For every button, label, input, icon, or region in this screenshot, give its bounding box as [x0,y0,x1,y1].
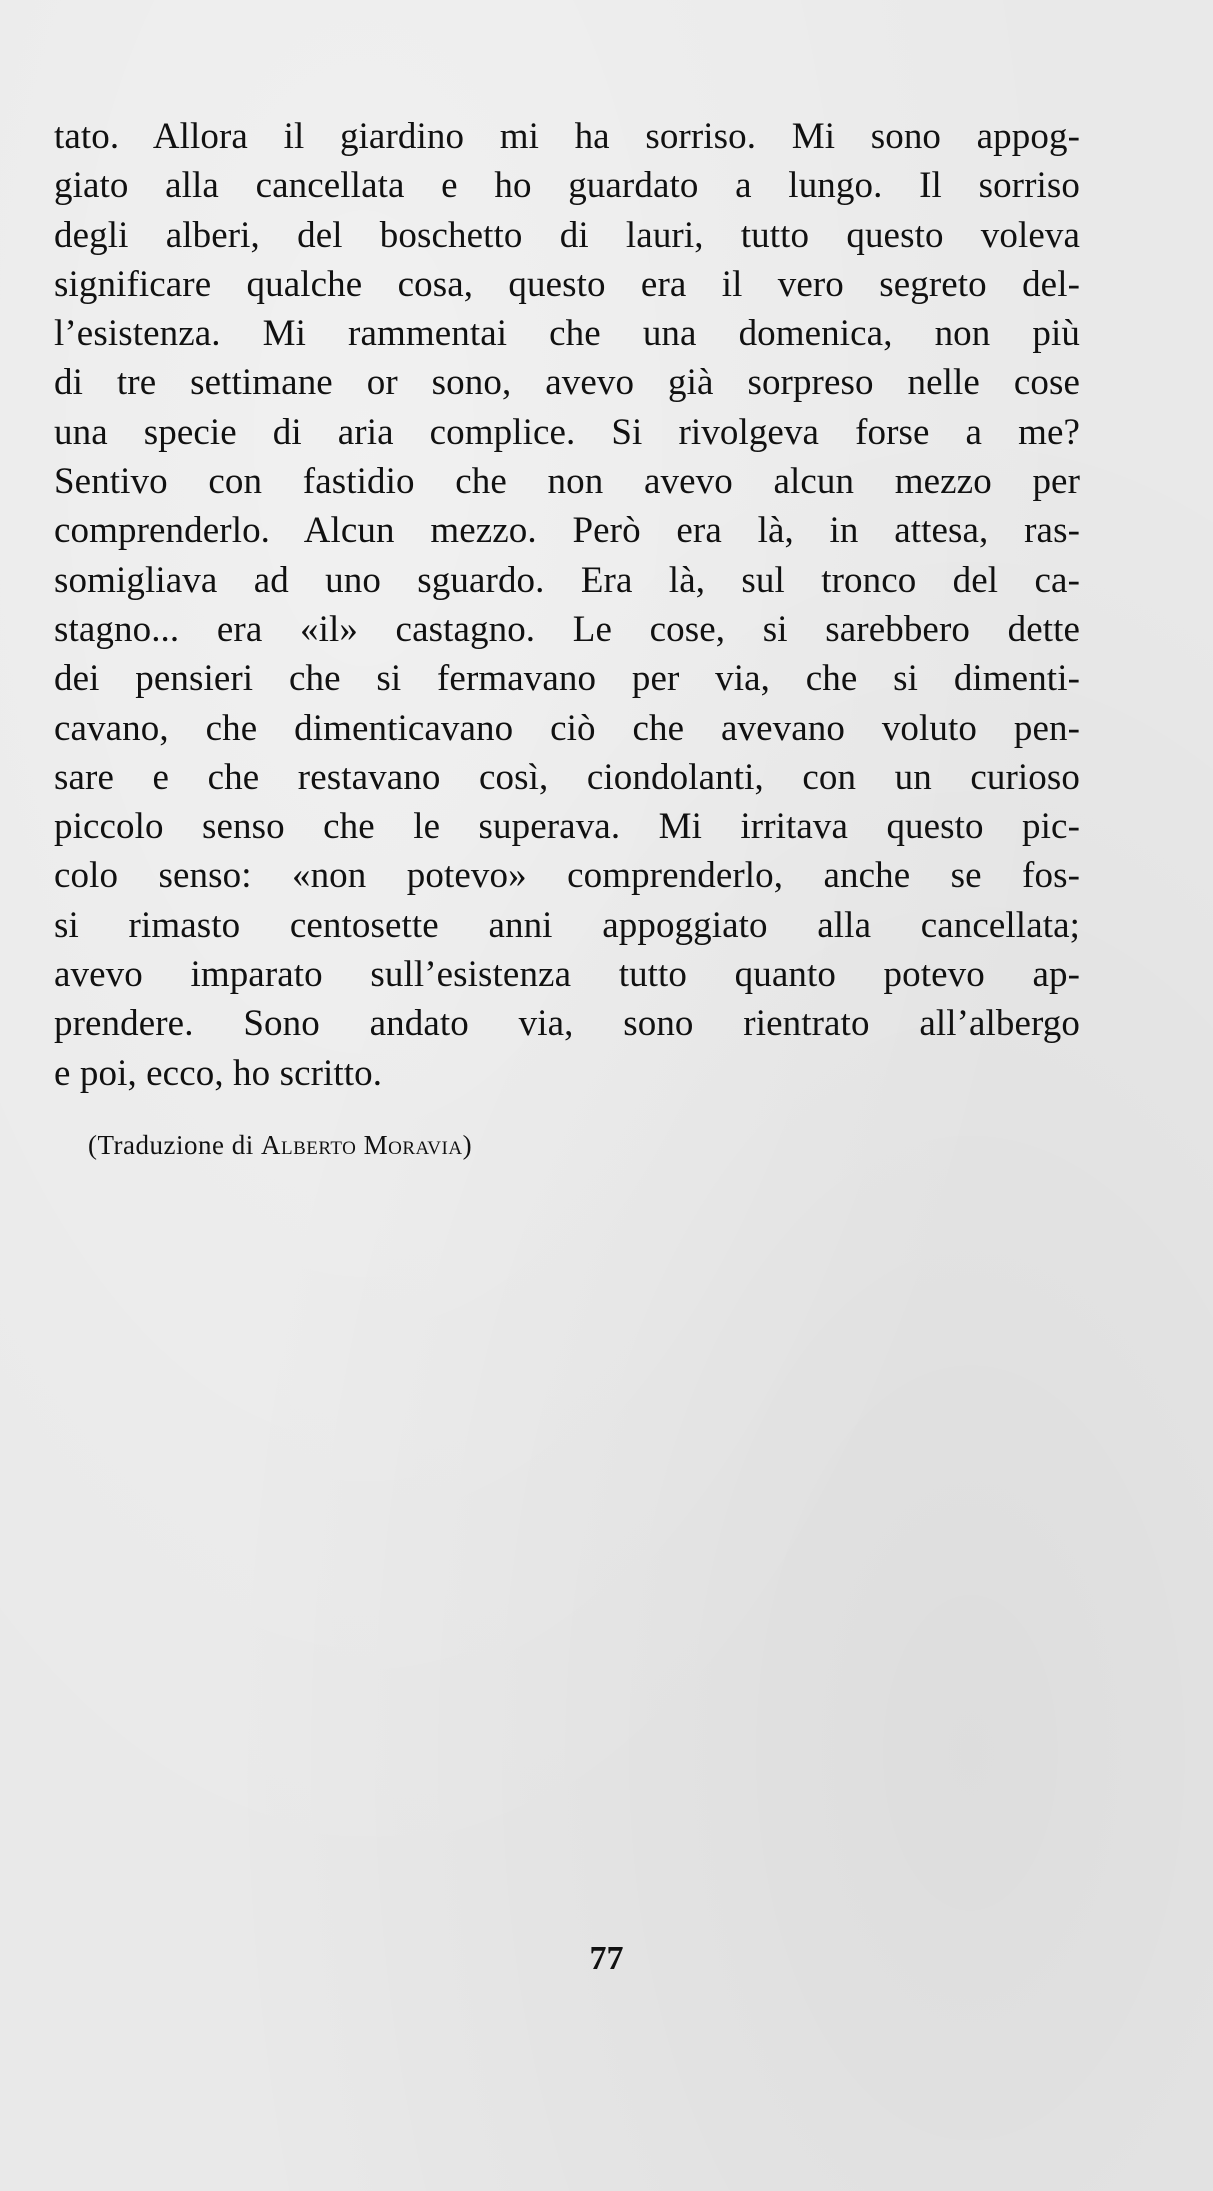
text-line: cavano, che dimenticavano ciò che avevano voluto pen- [54,707,1080,749]
text-line: di tre settimane or sono, avevo già sorpreso nelle cose [54,362,1080,404]
credit-prefix: (Traduzione di [88,1130,261,1160]
text-line: Sentivo con fastidio che non avevo alcun mezzo per [54,461,1080,503]
translator-name: Alberto Moravia [260,1130,463,1160]
text-line: giato alla cancellata e ho guardato a lungo. Il sorriso [54,165,1080,207]
translation-credit [88,1130,472,1161]
text-line: avevo imparato sull’esistenza tutto quanto potevo ap- [54,954,1080,996]
text-line: degli alberi, del boschetto di lauri, tutto questo voleva [54,214,1080,256]
text-line: una specie di aria complice. Si rivolgeva forse a me? [54,411,1080,453]
text-line: significare qualche cosa, questo era il vero segreto del- [54,263,1080,305]
text-line: si rimasto centosette anni appoggiato alla cancellata; [54,904,1080,946]
text-line: comprenderlo. Alcun mezzo. Però era là, in attesa, ras- [54,510,1080,552]
text-line: e poi, ecco, ho scritto. [54,1052,383,1094]
page-number: 77 [589,1940,624,1977]
text-line: stagno... era «il» castagno. Le cose, si sarebbero dette [54,608,1080,650]
text-line: piccolo senso che le superava. Mi irritava questo pic- [54,806,1080,848]
credit-suffix: ) [462,1130,473,1160]
text-line: tato. Allora il giardino mi ha sorriso. Mi sono appog- [54,116,1080,157]
text-line: l’esistenza. Mi rammentai che una domenica, non più [54,313,1080,355]
body-text [54,112,1080,1098]
text-line: colo senso: «non potevo» comprenderlo, anche se fos- [54,855,1080,897]
text-line: prendere. Sono andato via, sono rientrato all’albergo [54,1003,1080,1045]
text-line: dei pensieri che si fermavano per via, che si dimenti- [54,658,1080,700]
text-line: somigliava ad uno sguardo. Era là, sul tronco del ca- [54,559,1080,601]
text-line: sare e che restavano così, ciondolanti, con un curioso [54,756,1080,798]
